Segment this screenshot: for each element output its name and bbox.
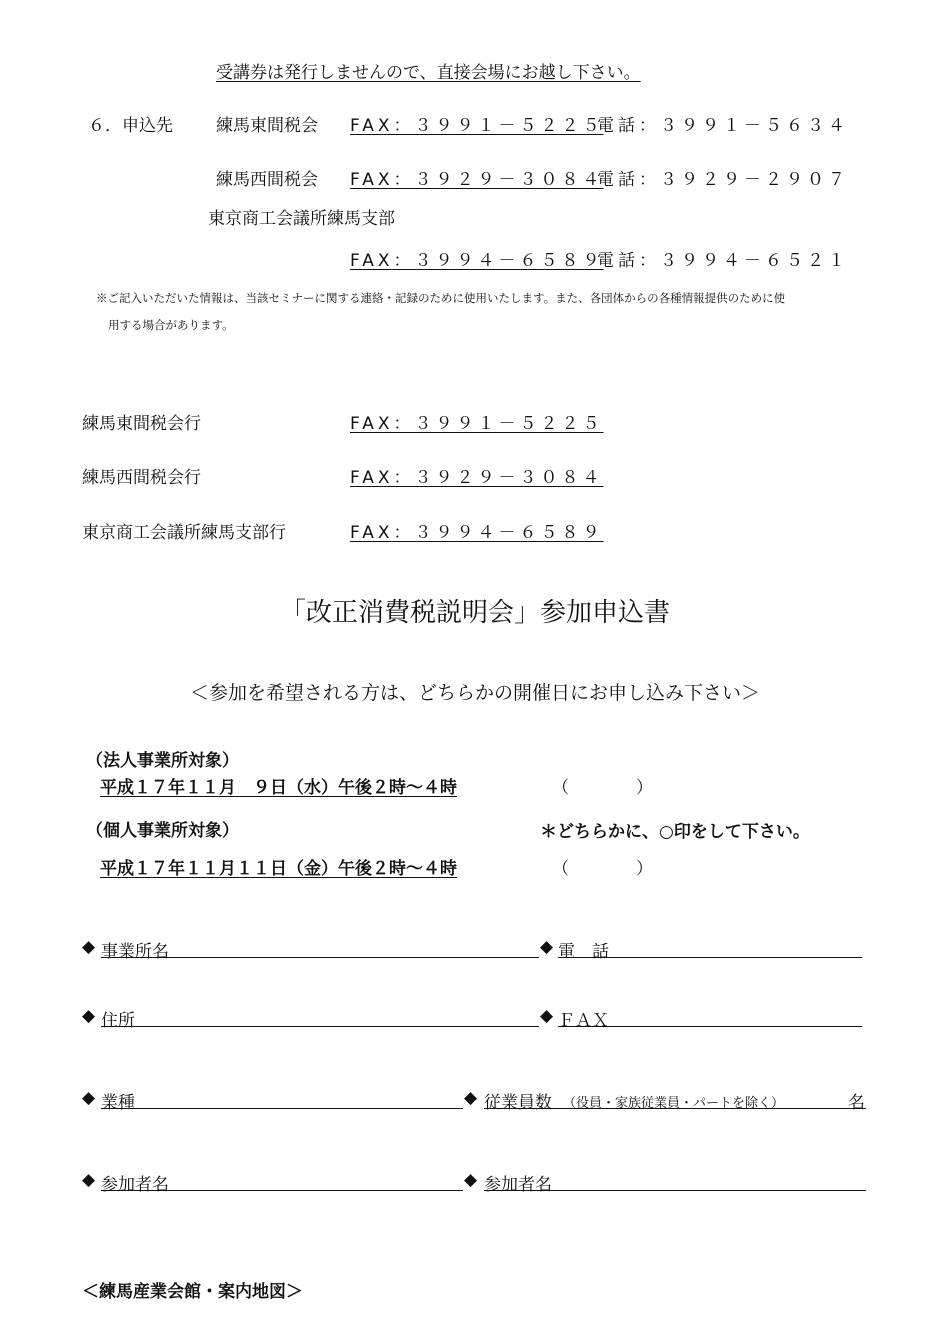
session-date: 平成１７年１１月１１日（金）午後２時～４時 [100, 859, 457, 879]
address-label: 住所 [101, 1011, 135, 1031]
recipient-fax: FAX：３９９１－５２２５ [350, 414, 604, 434]
employees-unit: 名 [848, 1093, 865, 1113]
section-label: ６．申込先 [88, 116, 173, 136]
diamond-icon: ◆ [82, 1006, 96, 1026]
office-name-field[interactable] [101, 957, 539, 958]
map-heading: ＜練馬産業会館・案内地図＞ [82, 1282, 303, 1302]
notice-text: 受講券は発行しませんので、直接会場にお越し下さい。 [216, 63, 641, 83]
choice-open[interactable]: （ [552, 778, 569, 798]
choose-note: ＊どちらかに、○印をして下さい。 [540, 822, 810, 842]
employees-field[interactable] [484, 1108, 866, 1109]
fax-label: ＦＡＸ [558, 1011, 609, 1031]
contact-org: 練馬東間税会 [216, 116, 318, 136]
recipient-fax: FAX：３９９４－６５８９ [350, 523, 604, 543]
industry-field[interactable] [101, 1108, 463, 1109]
contact-org: 練馬西間税会 [216, 170, 318, 190]
session-date: 平成１７年１１月 ９日（水）午後２時～４時 [100, 778, 457, 798]
diamond-icon: ◆ [82, 1170, 96, 1190]
choice-close: ） [636, 778, 653, 798]
contact-tel: 電話：３９２９－２９０７ [597, 170, 849, 190]
phone-label: 電 話 [558, 942, 609, 962]
contact-org: 東京商工会議所練馬支部 [208, 209, 395, 229]
address-field[interactable] [101, 1026, 539, 1027]
privacy-note: ※ご記入いただいた情報は、当該セミナーに関する連絡・記録のために使用いたします。また、各団体からの各種情報提供のために使 [96, 291, 786, 305]
employees-note: （役員・家族従業員・パートを除く） [563, 1096, 785, 1111]
recipient-name: 練馬東間税会行 [82, 414, 201, 434]
contact-tel: 電話：３９９１－５６３４ [597, 116, 849, 136]
recipient-name: 東京商工会議所練馬支部行 [82, 523, 286, 543]
industry-label: 業種 [101, 1093, 135, 1113]
session-target: （個人事業所対象） [86, 821, 239, 841]
contact-fax: FAX：３９２９－３０８４ [350, 170, 604, 190]
recipient-name: 練馬西間税会行 [82, 468, 201, 488]
privacy-note: 用する場合があります。 [108, 318, 234, 332]
office-name-label: 事業所名 [101, 942, 169, 962]
participant-label: 参加者名 [101, 1175, 169, 1195]
form-title: 「改正消費税説明会」参加申込書 [279, 598, 670, 628]
participant-field[interactable] [484, 1190, 866, 1191]
contact-tel: 電話：３９９４－６５２１ [597, 251, 849, 271]
diamond-icon: ◆ [464, 1170, 478, 1190]
session-target: （法人事業所対象） [86, 751, 239, 771]
participant-field[interactable] [101, 1190, 463, 1191]
choice-close: ） [636, 859, 653, 879]
phone-field[interactable] [558, 957, 862, 958]
diamond-icon: ◆ [82, 1088, 96, 1108]
fax-field[interactable] [558, 1026, 862, 1027]
diamond-icon: ◆ [82, 937, 96, 957]
contact-fax: FAX：３９９１－５２２５ [350, 116, 604, 136]
participant-label: 参加者名 [484, 1175, 552, 1195]
diamond-icon: ◆ [464, 1088, 478, 1108]
form-subtitle: ＜参加を希望される方は、どちらかの開催日にお申し込み下さい＞ [189, 682, 760, 704]
diamond-icon: ◆ [540, 937, 554, 957]
recipient-fax: FAX：３９２９－３０８４ [350, 468, 604, 488]
choice-open[interactable]: （ [552, 859, 569, 879]
employees-label: 従業員数 [484, 1093, 552, 1113]
diamond-icon: ◆ [540, 1006, 554, 1026]
contact-fax: FAX：３９９４－６５８９ [350, 251, 604, 271]
